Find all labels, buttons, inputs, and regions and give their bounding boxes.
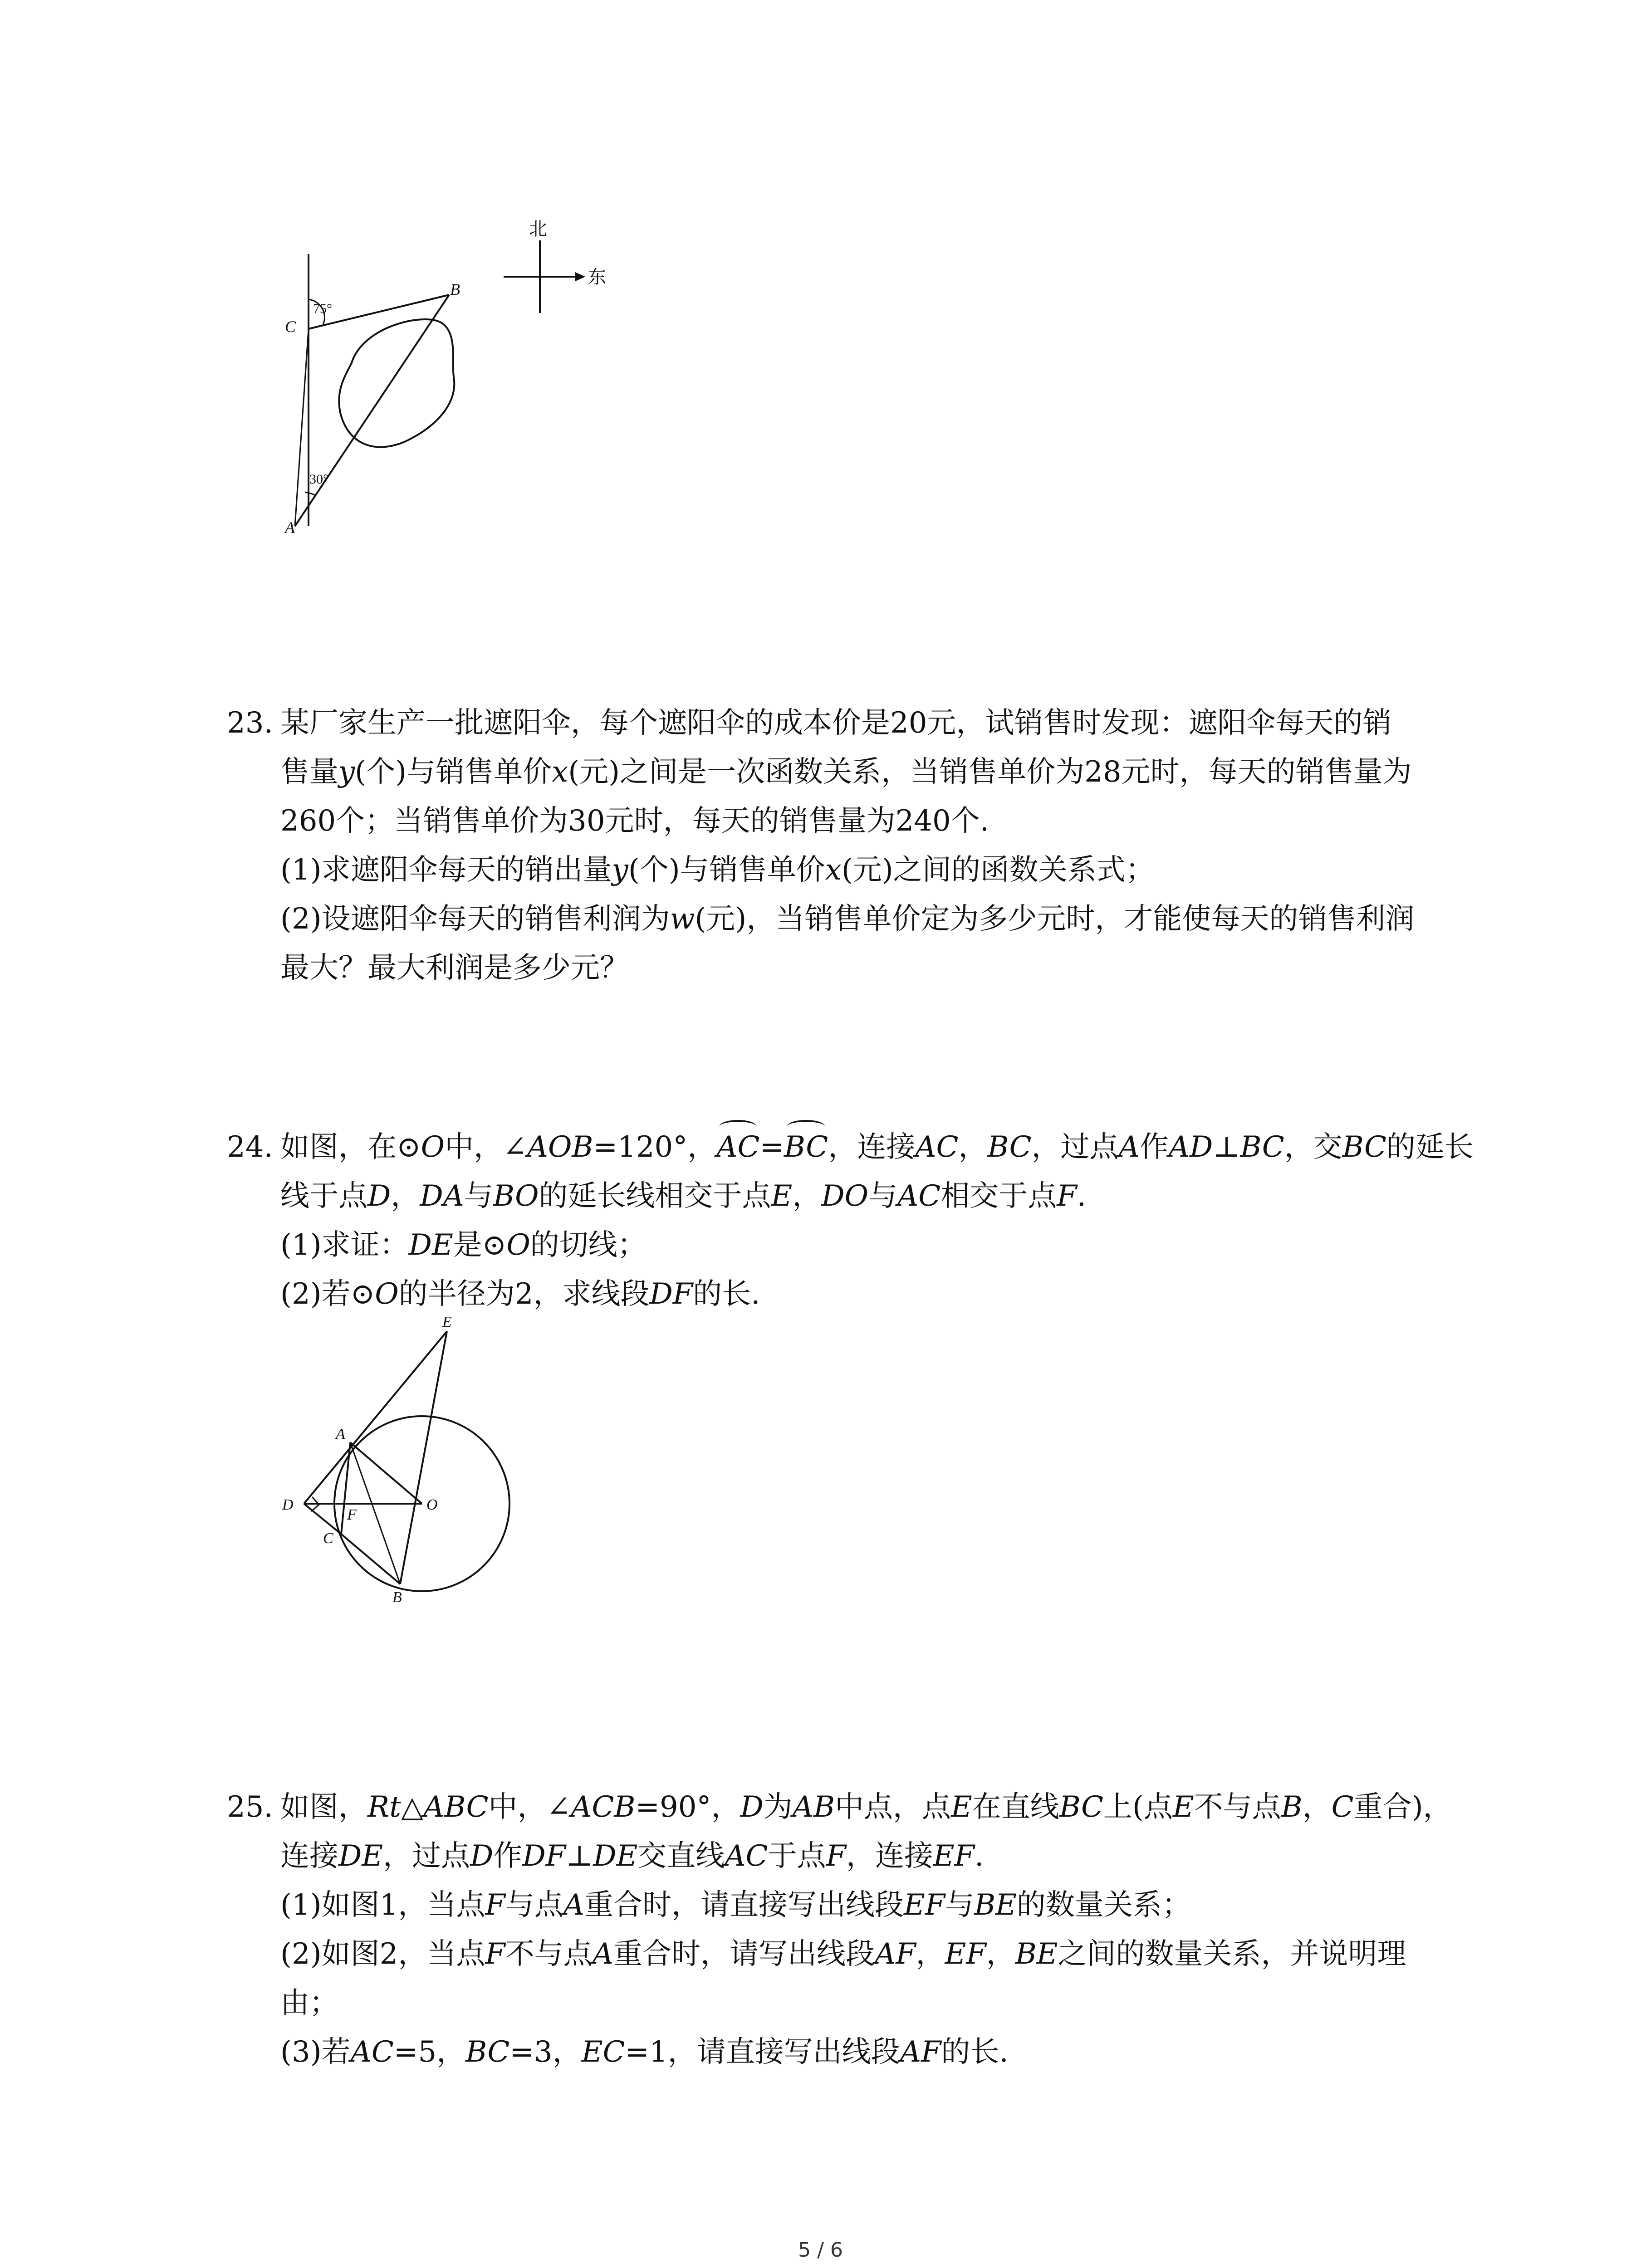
q23-part1: (1)求遮阳伞每天的销出量y(个)与销售单价x(元)之间的函数关系式； xyxy=(280,853,1155,887)
lake-shape xyxy=(339,319,454,447)
point-o-label: O xyxy=(426,1496,438,1513)
point-a-label: A xyxy=(285,518,295,537)
angle-a-label: 30° xyxy=(309,472,328,487)
question-number: 23. xyxy=(227,706,273,740)
point-c-label: C xyxy=(285,318,296,336)
q23-part2: (2)设遮阳伞每天的销售利润为w(元)，当销售单价定为多少元时，才能使每天的销售利润 xyxy=(280,902,1415,936)
figure-circle-tangent xyxy=(272,1306,526,1606)
point-f-label: F xyxy=(347,1506,357,1523)
q25-part2-cont: 由； xyxy=(280,1986,338,2020)
question-23 xyxy=(227,699,1461,992)
point-e-label: E xyxy=(442,1314,452,1330)
segment-eb xyxy=(400,1331,447,1584)
q24-text-line2: 线于点D，DA与BO的延长线相交于点E，DO与AC相交于点F. xyxy=(280,1179,1086,1213)
q23-part2-cont: 最大？最大利润是多少元？ xyxy=(280,951,629,985)
segment-ab xyxy=(295,295,449,526)
segment-ca xyxy=(295,329,309,526)
q24-text-line1: 24. 如图，在⊙O中，∠AOB=120°，AC=BC，连接AC，BC，过点A作AD⊥BC，交BC的延长 xyxy=(227,1123,1461,1172)
q25-part2: (2)如图2，当点F不与点A重合时，请写出线段AF，EF，BE之间的数量关系，并说明理 xyxy=(280,1937,1406,1971)
q23-text-line1: 某厂家生产一批遮阳伞，每个遮阳伞的成本价是20元，试销售时发现：遮阳伞每天的销 xyxy=(280,706,1392,740)
q25-part3: (3)若AC=5，BC=3，EC=1，请直接写出线段AF的长. xyxy=(280,2035,1009,2069)
compass-arrow-icon xyxy=(575,272,585,281)
segment-de xyxy=(304,1331,447,1504)
q24-part1: (1)求证：DE是⊙O的切线； xyxy=(280,1228,647,1262)
point-a-label: A xyxy=(336,1426,345,1442)
point-c-label: C xyxy=(323,1530,333,1547)
page-number: 5 / 6 xyxy=(798,2239,843,2262)
q25-text-line2: 连接DE，过点D作DF⊥DE交直线AC于点F，连接EF. xyxy=(280,1839,984,1873)
question-24 xyxy=(227,1123,1474,1319)
q25-text-line1: 25. 如图，Rt△ABC中，∠ACB=90°，D为AB中点，点E在直线BC上(点E不与点B，C重合)， xyxy=(227,1790,1452,1824)
q23-text-line2: 售量y(个)与销售单价x(元)之间是一次函数关系，当销售单价为28元时，每天的销售量为 xyxy=(280,755,1412,789)
q24-part2: (2)若⊙O的半径为2，求线段DF的长. xyxy=(280,1277,760,1311)
compass-north-label: 北 xyxy=(529,219,547,240)
figure-triangle-map xyxy=(272,213,617,540)
point-d-label: D xyxy=(282,1496,294,1513)
q25-part1: (1)如图1，当点F与点A重合时，请直接写出线段EF与BE的数量关系； xyxy=(280,1888,1191,1922)
arc-bc: BC xyxy=(784,1123,828,1172)
point-b-label: B xyxy=(450,280,460,298)
compass-east-label: 东 xyxy=(588,267,606,288)
q23-text-line3: 260个；当销售单价为30元时，每天的销售量为240个. xyxy=(280,804,989,838)
question-25 xyxy=(227,1783,1461,2077)
angle-c-label: 75° xyxy=(313,301,332,316)
arc-ac: AC xyxy=(716,1123,759,1172)
point-b-label: B xyxy=(392,1589,402,1606)
angle-arc-a xyxy=(305,492,315,495)
